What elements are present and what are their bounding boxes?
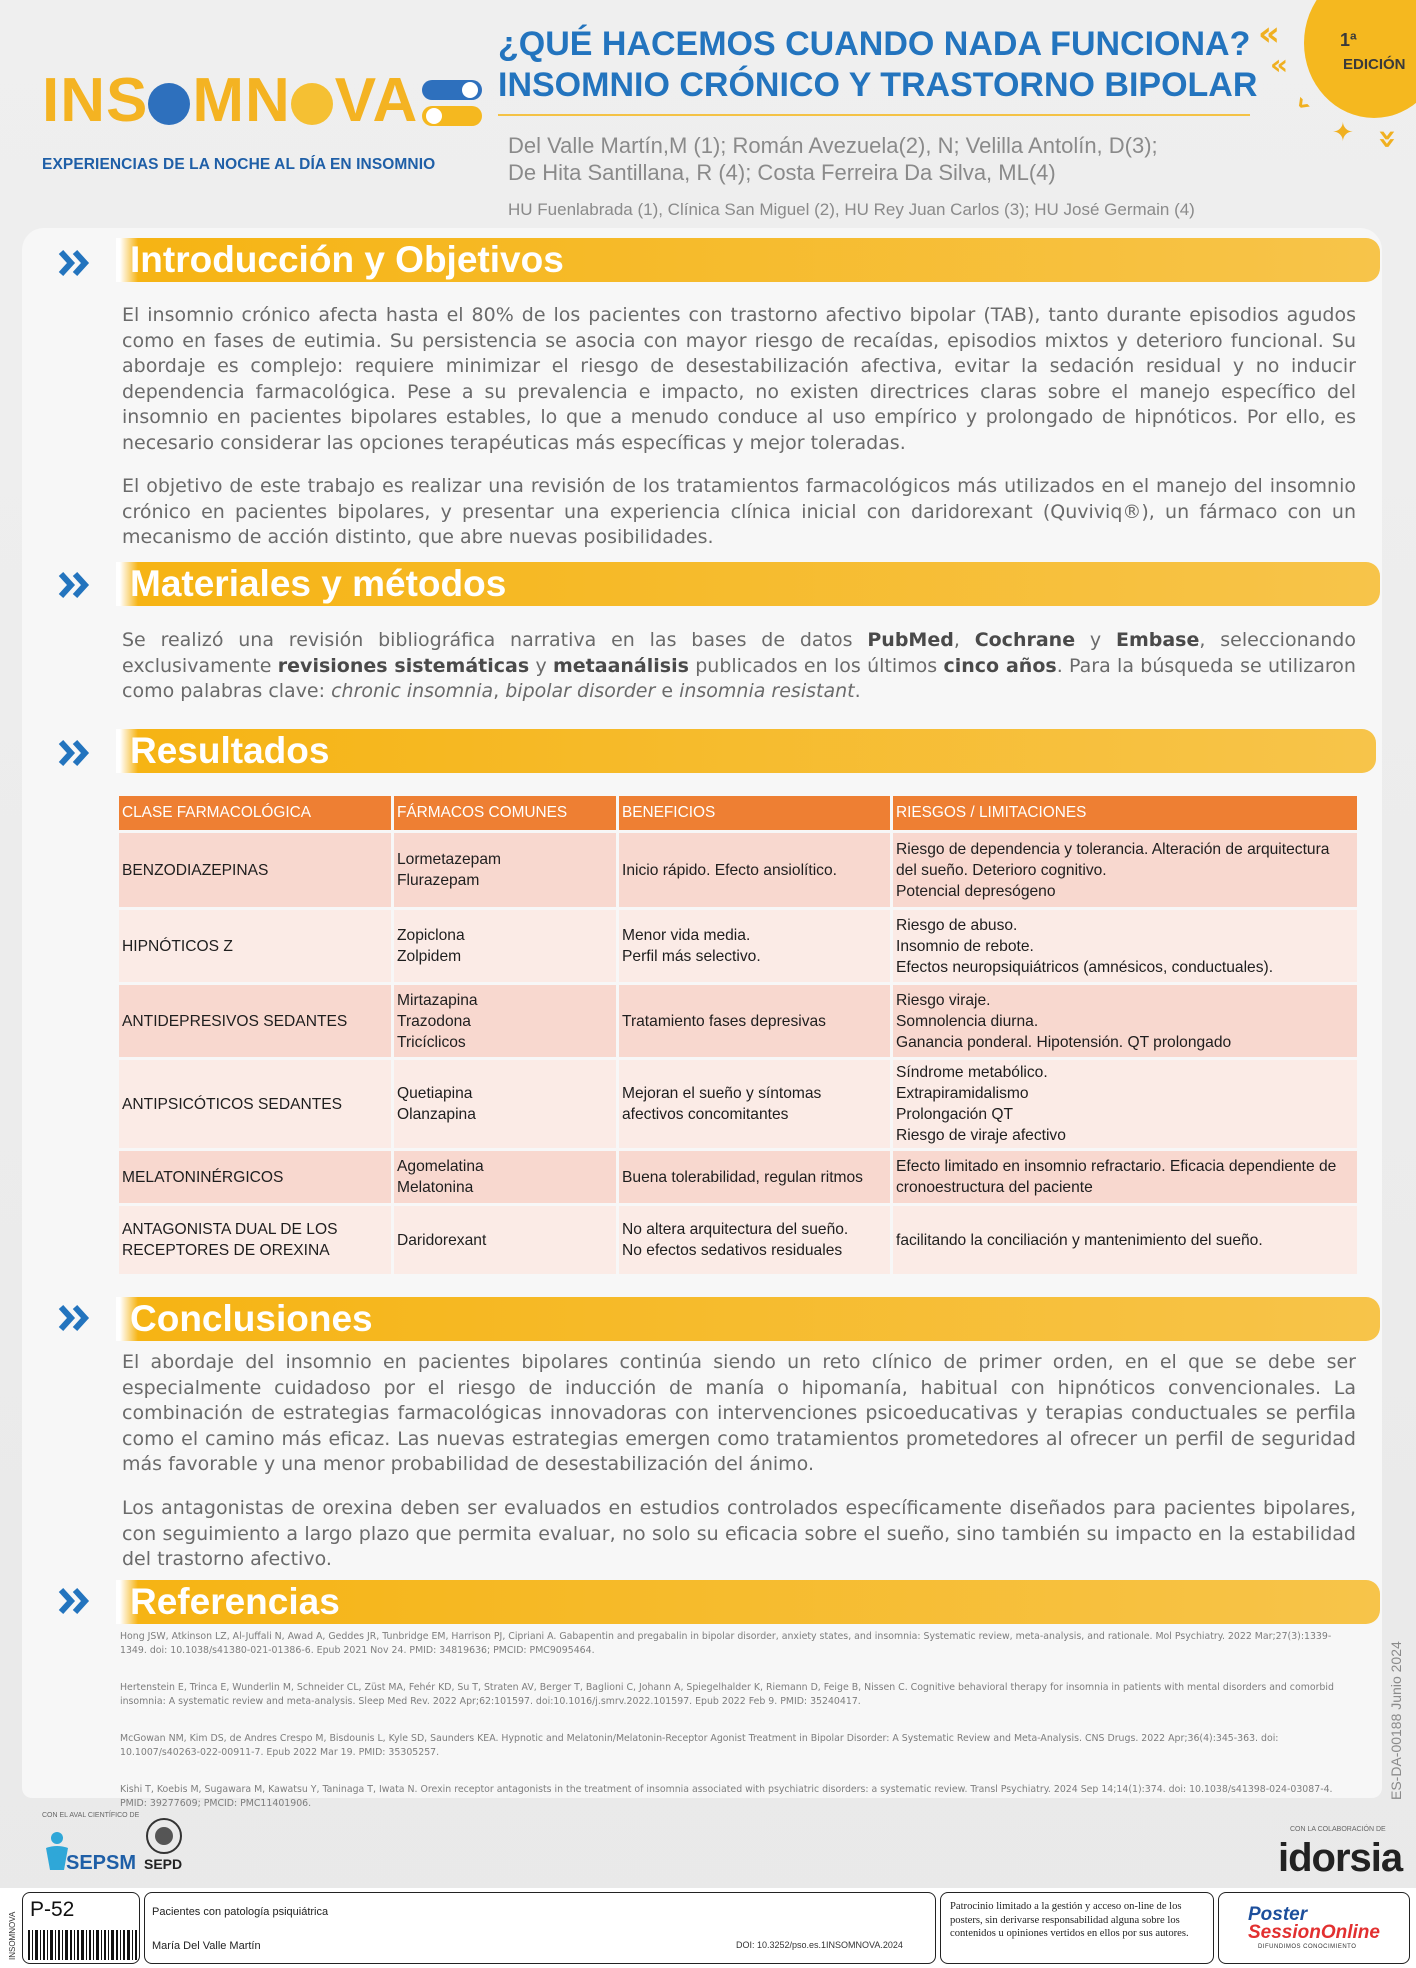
logo-text: INS	[42, 66, 149, 135]
table-cell-risks: Efecto limitado en insomnio refractario. Eficacia dependiente de cronoestructura del paciente	[893, 1151, 1357, 1203]
table-cell-benefits: Buena tolerabilidad, regulan ritmos	[619, 1151, 890, 1203]
aval-label: CON EL AVAL CIENTÍFICO DE	[42, 1812, 140, 1819]
text-run: ,	[953, 629, 975, 651]
table-cell-benefits: No altera arquitectura del sueño. No efectos sedativos residuales	[619, 1206, 890, 1274]
barcode-icon	[28, 1930, 138, 1960]
section-title: Resultados	[130, 730, 330, 771]
table-cell-class: ANTAGONISTA DUAL DE LOS RECEPTORES DE OREXINA	[119, 1206, 391, 1274]
text-run: y	[529, 654, 553, 677]
double-chevron-icon	[58, 738, 94, 768]
table-cell-benefits: Mejoran el sueño y síntomas afectivos concomitantes	[619, 1060, 890, 1148]
treatments-table	[116, 793, 1360, 1277]
pso-line: Poster	[1248, 1904, 1308, 1925]
table-cell-drugs: Zopiclona Zolpidem	[394, 910, 616, 982]
pso-line: SessionOnline	[1248, 1922, 1380, 1943]
title-line: INSOMNIO CRÓNICO Y TRASTORNO BIPOLAR	[498, 66, 1258, 104]
objective-paragraph: El objetivo de este trabajo es realizar una revisión de los tratamientos farmacológicos más utilizados en el manejo del insomnio crónico en pacientes bipolares, y presentar una experiencia clínica inicial con daridorexant (Quviviq®), un fármaco con un mecanismo de acción distinto, que abre nuevas posibilidades.	[122, 475, 1356, 548]
chevron-decoration-icon: «	[1258, 14, 1280, 54]
authors	[508, 132, 1268, 186]
text-run: chronic insomnia	[331, 680, 494, 702]
sepd-logo	[142, 1816, 192, 1878]
text-run: e	[655, 680, 680, 702]
reference-item: Hong JSW, Atkinson LZ, Al-Juffali N, Awad A, Geddes JR, Tunbridge EM, Harrison PJ, Cipriani A. Gabapentin and pregabalin in bipolar disorder, anxiety states, and insomnia: Systematic review, meta-analysis, and rationale. Mol Psychiatry. 2022 Mar;27(3):1339-1349. doi: 10.1038/s41380-021-01386-6. Epub 2021 Nov 24. PMID: 34819636; PMCID: PMC9095464.	[120, 1631, 1332, 1656]
table-cell-risks: Síndrome metabólico. Extrapiramidalismo Prolongación QT Riesgo de viraje afectivo	[893, 1060, 1357, 1148]
toggle-pill-icon	[420, 76, 500, 130]
chevron-decoration-icon: ‹	[1285, 86, 1319, 121]
chevron-decoration-icon: «	[1270, 48, 1289, 81]
text-run: Cochrane	[974, 629, 1076, 651]
conclusions-paragraph: El abordaje del insomnio en pacientes bipolares continúa siendo un reto clínico de primer orden, en el que se debe ser especialmente cuidadoso por el riesgo de inducción de manía o hipomanía, habitual con hipnóticos convencionales. La combinación de estrategias farmacológicas innovadoras con intervenciones psicoeducativas y terapias conductuales se perfila como el camino más eficaz. Las nuevas estrategias emergen como tratamientos prometedores al ofrecer un perfil de seguridad más favorable y una menor probabilidad de desestabilización del ánimo.	[122, 1351, 1356, 1475]
column-header: RIESGOS / LIMITACIONES	[893, 796, 1357, 830]
reference-item: Kishi T, Koebis M, Sugawara M, Kawatsu Y, Taninaga T, Iwata N. Orexin receptor antagonists in the treatment of insomnia associated with psychiatric disorders: a systematic review. Transl Psychiatry. 2024 Sep 14;14(1):374. doi: 10.1038/s41398-024-03087-4. PMID: 39277609; PMCID: PMC11401906.	[120, 1784, 1333, 1809]
conclusions-paragraph: Los antagonistas de orexina deben ser evaluados en estudios controlados específicamente diseñados para pacientes bipolares, con seguimiento a largo plazo que permita evaluar, no solo su eficacia sobre el sueño, sino también su impacto en la estabilidad del trastorno afectivo.	[122, 1497, 1356, 1570]
moon-icon	[148, 83, 190, 125]
text-run: PubMed	[867, 629, 954, 651]
text-run: bipolar disorder	[505, 680, 656, 702]
reference-item: McGowan NM, Kim DS, de Andres Crespo M, Bisdounis L, Kyle SD, Saunders KEA. Hypnotic and Melatonin/Melatonin-Receptor Agonist Treatment in Bipolar Disorder: A Systematic Review and Meta-Analysis. CNS Drugs. 2022 Apr;36(4):345-363. doi: 10.1007/s40263-022-00911-7. Epub 2022 Mar 19. PMID: 35305257.	[120, 1733, 1279, 1758]
vertical-label: INSOMNOVA	[8, 1911, 17, 1960]
table-cell-drugs: Quetiapina Olanzapina	[394, 1060, 616, 1148]
column-header: BENEFICIOS	[619, 796, 890, 830]
section-title: Conclusiones	[130, 1298, 373, 1339]
double-chevron-icon	[58, 1586, 94, 1616]
pso-tagline: DIFUNDIMOS CONOCIMIENTO	[1258, 1944, 1357, 1950]
section-header-results	[116, 729, 1376, 773]
table-cell-drugs: Agomelatina Melatonina	[394, 1151, 616, 1203]
chevron-decoration-icon: »	[1369, 128, 1408, 150]
document-code: ES-DA-00188 Junio 2024	[1388, 1641, 1404, 1800]
table-cell-drugs: Mirtazapina Trazodona Tricíclicos	[394, 985, 616, 1057]
text-run: Se realizó una revisión bibliográfica narrativa en las bases de datos	[122, 629, 868, 651]
title-line: ¿QUÉ HACEMOS CUANDO NADA FUNCIONA?	[498, 25, 1251, 63]
logo-subtitle: EXPERIENCIAS DE LA NOCHE AL DÍA EN INSOMNIO	[42, 156, 436, 173]
text-run: .	[854, 680, 861, 702]
table-cell-drugs: Lormetazepam Flurazepam	[394, 833, 616, 907]
poster-category: Pacientes con patología psiquiátrica	[152, 1906, 329, 1918]
sepsm-logo	[42, 1828, 137, 1878]
table-cell-risks: Riesgo de abuso. Insomnio de rebote. Efectos neuropsiquiátricos (amnésicos, conductuales).	[893, 910, 1357, 982]
table-cell-drugs: Daridorexant	[394, 1206, 616, 1274]
poster-doi: DOI: 10.3252/pso.es.1INSOMNOVA.2024	[736, 1940, 903, 1950]
text-run: metaanálisis	[553, 654, 689, 677]
table-row	[119, 1060, 1357, 1148]
column-header: FÁRMACOS COMUNES	[394, 796, 616, 830]
table-cell-benefits: Tratamiento fases depresivas	[619, 985, 890, 1057]
intro-paragraph: El insomnio crónico afecta hasta el 80% de los pacientes con trastorno afectivo bipolar (TAB), tanto durante episodios agudos como en fases de eutimia. Su persistencia se asocia con mayor riesgo de recaídas, episodios mixtos y deterioro funcional. Su abordaje es complejo: requiere minimizar el riesgo de desestabilización afectiva, evitar la sedación residual y no inducir dependencia farmacológica. Pese a su prevalencia e impacto, no existen directrices claras sobre el manejo específico del insomnio en pacientes bipolares estables, lo que a menudo conduce al uso empírico y prolongado de hipnóticos. Por ello, es necesario considerar las opciones terapéuticas más específicas y mejor toleradas.	[122, 304, 1356, 454]
table-cell-benefits: Inicio rápido. Efecto ansiolítico.	[619, 833, 890, 907]
section-header-conclusions	[116, 1297, 1380, 1341]
table-row	[119, 1151, 1357, 1203]
table-row	[119, 910, 1357, 982]
affiliations: HU Fuenlabrada (1), Clínica San Miguel (2), HU Rey Juan Carlos (3); HU José Germain (4)	[508, 200, 1195, 219]
double-chevron-icon	[58, 248, 94, 278]
logo-text: MN	[192, 66, 291, 135]
poster-author: María Del Valle Martín	[152, 1940, 261, 1952]
sepd-text: SEPD	[144, 1856, 183, 1872]
text-run: insomnia resistant	[679, 680, 855, 702]
edition-number: 1ª	[1340, 30, 1357, 50]
double-chevron-icon	[58, 570, 94, 600]
methods-paragraph	[122, 628, 1356, 705]
logo-text: VA	[334, 66, 419, 135]
sepsm-text: SEPSM	[66, 1852, 137, 1874]
sepd-seal-icon	[142, 1816, 186, 1856]
table-row	[119, 1206, 1357, 1274]
references-list	[120, 1630, 1350, 1834]
text-run: y	[1075, 629, 1116, 651]
table-cell-risks: facilitando la conciliación y mantenimiento del sueño.	[893, 1206, 1357, 1274]
table-cell-benefits: Menor vida media. Perfil más selectivo.	[619, 910, 890, 982]
authors-line: De Hita Santillana, R (4); Costa Ferreira Da Silva, ML(4)	[508, 160, 1056, 185]
section-header-references	[116, 1580, 1380, 1624]
authors-line: Del Valle Martín,M (1); Román Avezuela(2), N; Velilla Antolín, D(3);	[508, 133, 1158, 158]
logo-wordmark	[42, 66, 462, 135]
table-cell-class: ANTIPSICÓTICOS SEDANTES	[119, 1060, 391, 1148]
double-chevron-icon	[58, 1303, 94, 1333]
text-run: revisiones sistemáticas	[277, 654, 530, 677]
poster-info-box	[144, 1892, 936, 1964]
section-header-methods	[116, 562, 1380, 606]
column-header: CLASE FARMACOLÓGICA	[119, 796, 391, 830]
table-cell-risks: Riesgo viraje. Somnolencia diurna. Ganancia ponderal. Hipotensión. QT prolongado	[893, 985, 1357, 1057]
table-cell-risks: Riesgo de dependencia y tolerancia. Alteración de arquitectura del sueño. Deterioro cognitivo. Potencial depresógeno	[893, 833, 1357, 907]
section-title: Materiales y métodos	[130, 563, 507, 604]
text-run: ,	[493, 680, 506, 702]
colab-label: CON LA COLABORACIÓN DE	[1290, 1826, 1386, 1833]
table-cell-class: ANTIDEPRESIVOS SEDANTES	[119, 985, 391, 1057]
text-run: cinco años	[943, 654, 1057, 677]
edition-label: EDICIÓN	[1343, 56, 1406, 73]
table-cell-class: HIPNÓTICOS Z	[119, 910, 391, 982]
table-header-row	[119, 796, 1357, 830]
title-divider	[498, 114, 1250, 116]
idorsia-logo: idorsia	[1278, 1836, 1403, 1880]
poster-title	[498, 24, 1258, 106]
sparkle-icon: ✦	[1332, 118, 1354, 148]
section-header-intro	[116, 238, 1380, 282]
table-row	[119, 833, 1357, 907]
text-run: , seleccionando exclusivamente	[122, 629, 1356, 677]
reference-item: Hertenstein E, Trinca E, Wunderlin M, Schneider CL, Züst MA, Fehér KD, Su T, Straten AV, Berger T, Baglioni C, Johann A, Spiegelhalder K, Riemann D, Feige B, Nissen C. Cognitive behavioral therapy for insomnia in patients with mental disorders and comorbid insomnia: A systematic review and meta-analysis. Sleep Med Rev. 2022 Apr;62:101597. doi:10.1016/j.smrv.2022.101597. Epub 2022 Feb 9. PMID: 35240417.	[120, 1682, 1334, 1707]
text-run: . Para la búsqueda se utilizaron como palabras clave:	[122, 654, 1356, 702]
poster-session-online-logo	[1248, 1906, 1380, 1942]
table-row	[119, 985, 1357, 1057]
insomnova-logo	[42, 66, 462, 174]
sun-icon	[291, 83, 333, 125]
disclaimer-text: Patrocinio limitado a la gestión y acceso on-line de los posters, sin derivarse responsabilidad alguna sobre los contenidos u opiniones vertidos en ellos por sus autores.	[950, 1901, 1189, 1939]
text-run: publicados en los últimos	[688, 654, 944, 677]
section-title: Referencias	[130, 1581, 340, 1622]
section-title: Introducción y Objetivos	[130, 239, 564, 280]
text-run: Embase	[1115, 629, 1200, 651]
poster-number: P-52	[30, 1898, 75, 1921]
table-cell-class: BENZODIAZEPINAS	[119, 833, 391, 907]
table-cell-class: MELATONINÉRGICOS	[119, 1151, 391, 1203]
